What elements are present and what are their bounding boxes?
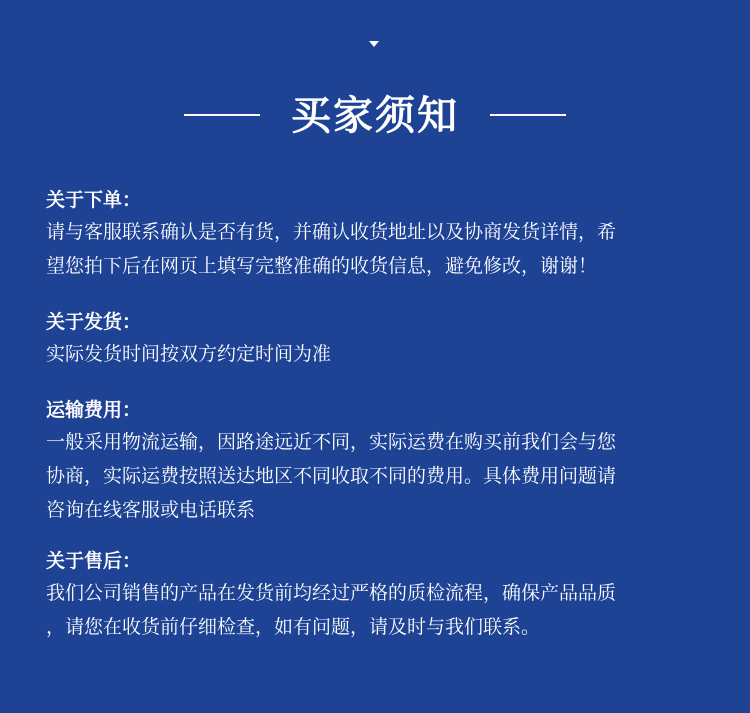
- section-text-line: 咨询在线客服或电话联系: [46, 499, 256, 521]
- section-heading: 关于售后：: [46, 550, 142, 572]
- section-text-line: 协商，实际运费按照送达地区不同收取不同的费用。具体费用问题请: [46, 465, 617, 487]
- title-divider-left: [184, 114, 260, 116]
- section-ordering: [46, 185, 716, 283]
- section-text-line: 一般采用物流运输，因路途远近不同，实际运费在购买前我们会与您: [46, 431, 617, 453]
- caret-down-icon: [369, 41, 379, 47]
- title-divider-right: [490, 114, 566, 116]
- section-text-line: 我们公司销售的产品在发货前均经过严格的质检流程，确保产品品质: [46, 582, 617, 604]
- section-text-line: 实际发货时间按双方约定时间为准: [46, 343, 332, 365]
- section-shipping-fee: [46, 395, 716, 527]
- page-title-row: [0, 86, 750, 146]
- section-text-line: ，请您在收货前仔细检查，如有问题，请及时与我们联系。: [46, 616, 541, 638]
- section-after-sales: [46, 546, 716, 644]
- section-heading: 关于发货：: [46, 311, 142, 333]
- page-title: 买家须知: [291, 93, 459, 139]
- section-heading: 运输费用：: [46, 399, 142, 421]
- section-shipping: [46, 307, 716, 371]
- section-heading: 关于下单：: [46, 189, 142, 211]
- section-text-line: 望您拍下后在网页上填写完整准确的收货信息，避免修改，谢谢！: [46, 255, 598, 277]
- section-text-line: 请与客服联系确认是否有货，并确认收货地址以及协商发货详情，希: [46, 221, 617, 243]
